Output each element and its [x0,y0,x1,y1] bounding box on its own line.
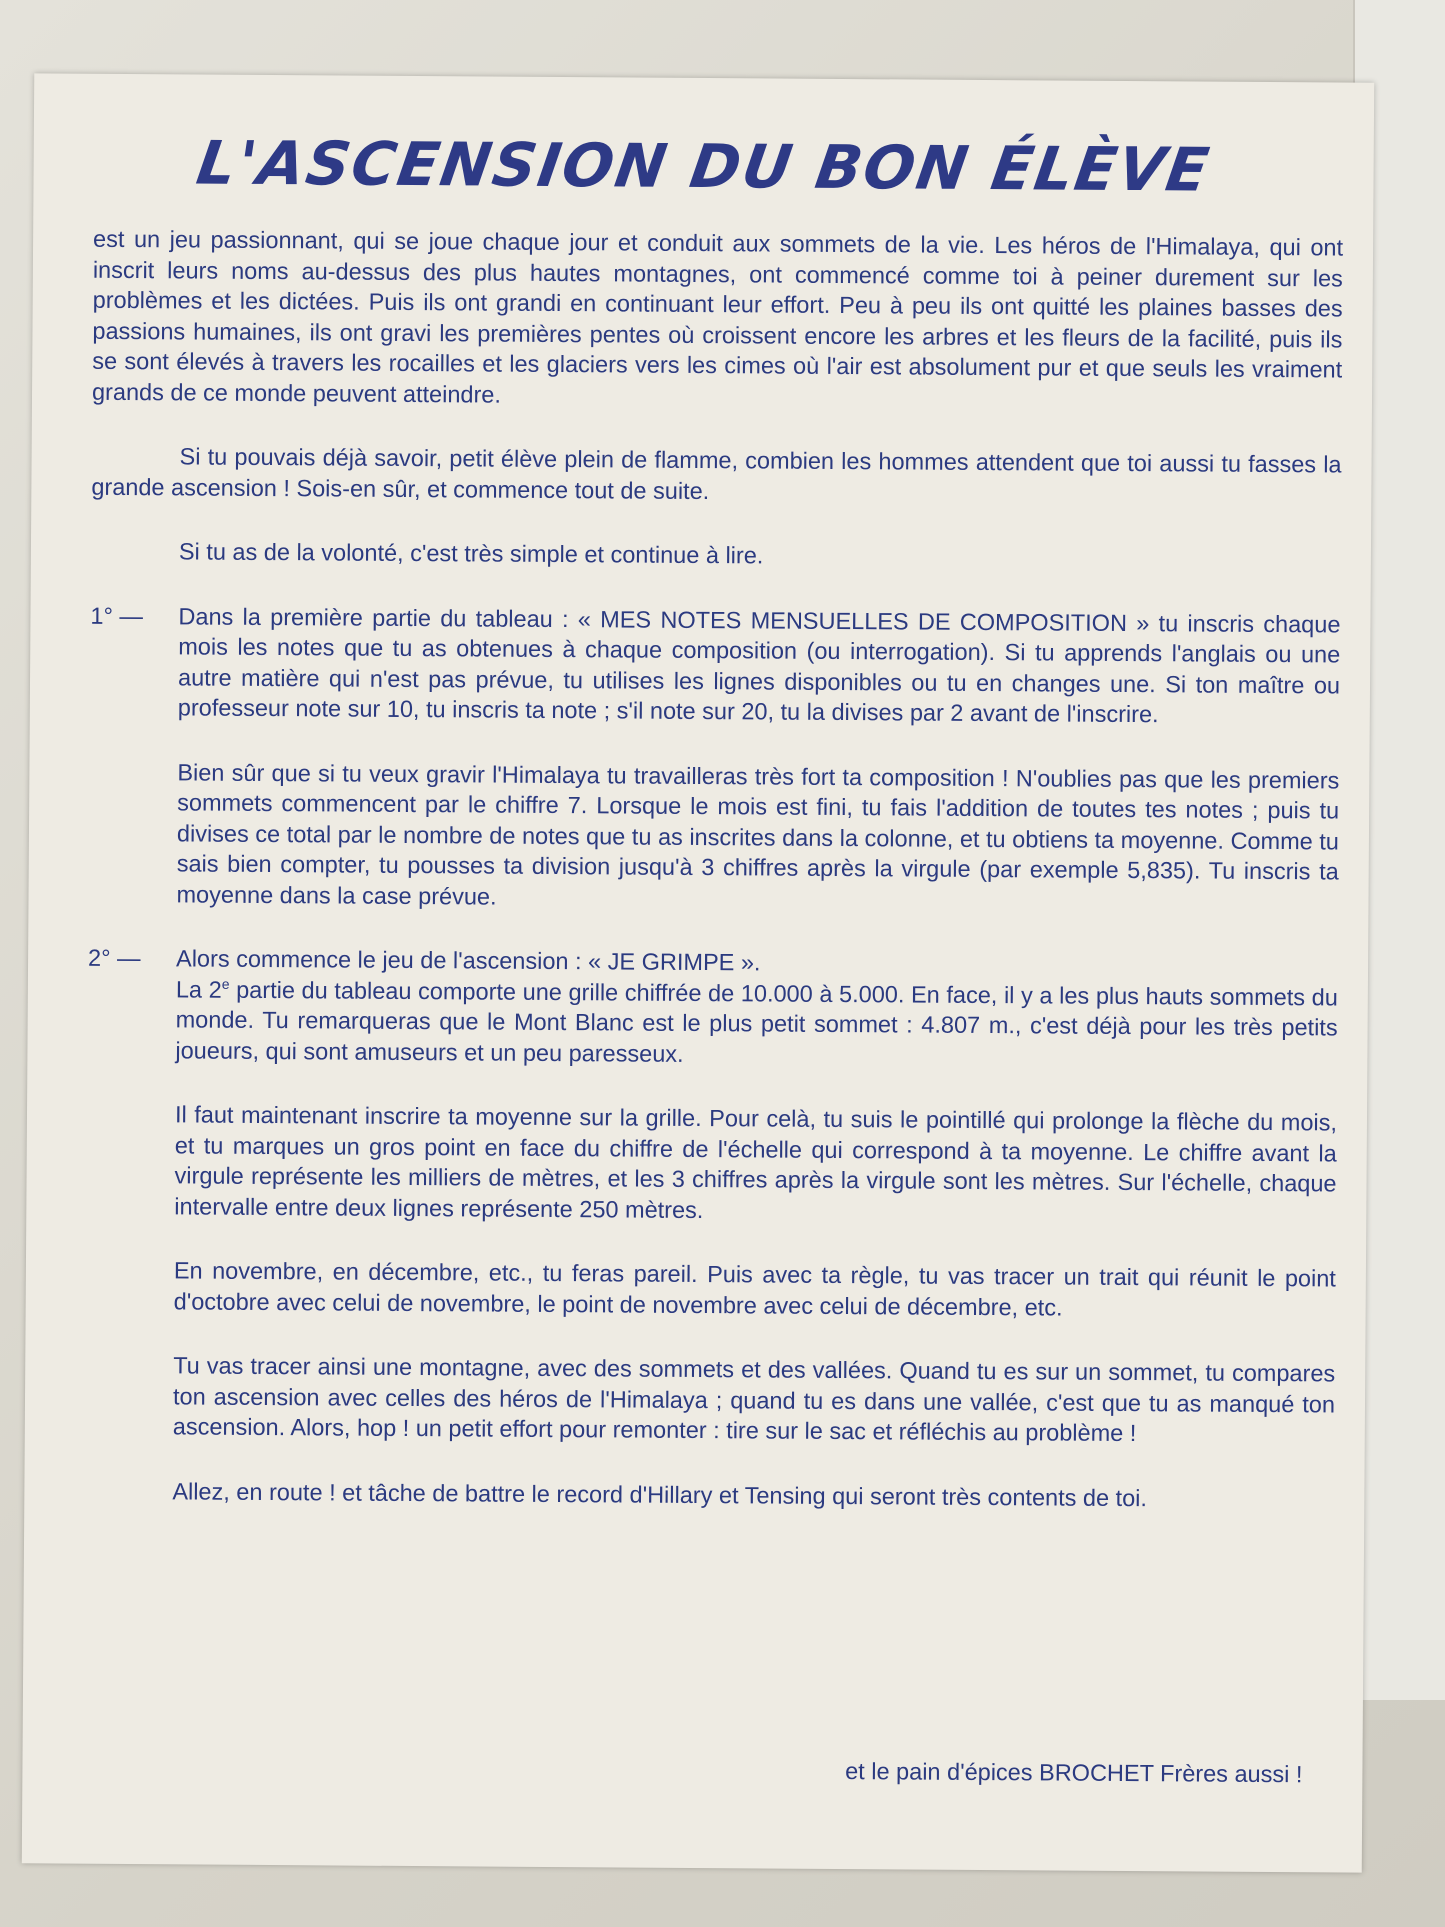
step-2-paragraph-4: En novembre, en décembre, etc., tu feras pareil. Puis avec ta règle, tu vas tracer un trait qui réunit le point d'octobre avec celui de novembre, le point de novembre avec celui de décembre, etc. [173,1257,1336,1321]
step-2-paragraph-3: Il faut maintenant inscrire ta moyenne sur la grille. Pour celà, tu suis le pointillé qui prolonge la flèche du mois, et tu marques un gros point en face du chiffre de l'échelle qui correspond à ta moyenne. Le chiffre avant la virgule représente les milliers de mètres, et les 3 chiffres après la virgule sont les mètres. Sur l'échelle, chaque intervalle entre deux lignes représente 250 mètres. [174,1101,1338,1223]
page-title: L'ASCENSION DU BON ÉLÈVE [192,128,1215,206]
step-2-paragraph-intro [175,943,1338,1073]
signature-line: et le pain d'épices BROCHET Frères aussi ! [845,1758,1303,1788]
step-1-paragraph-2: Bien sûr que si tu veux gravir l'Himalaya tu travailleras très fort ta composition ! N'oublies pas que les premiers sommets commencent par le chiffre 7. Lorsque le mois est fini, tu fais l'addition de toutes tes notes ; puis tu divises ce total par le nombre de notes que tu as inscrites dans la colonne, et tu obtiens ta moyenne. Comme tu sais bien compter, tu pousses ta division jusqu'à 3 chiffres après la virgule (par exemple 5,835). Tu inscris ta moyenne dans la case prévue. [176,758,1340,910]
step-2-line-2-sup: e [221,975,230,992]
paragraph-will: Si tu as de la volonté, c'est très simple et continue à lire. [178,538,764,569]
step-2 [84,943,1338,1549]
step-2-paragraph-6: Allez, en route ! et tâche de battre le record d'Hillary et Tensing qui seront très contents de toi. [172,1477,1148,1511]
step-2-label: 2° — [88,944,141,972]
intro-paragraph: est un jeu passionnant, qui se joue chaque jour et conduit aux sommets de la vie. Les héros de l'Himalaya, qui ont inscrit leurs noms au-dessus des plus hautes montagnes, ont commencé comme toi à peiner durement sur les problèmes et les dictées. Puis ils ont grandi en continuant leur effort. Peu à peu ils ont quitté les plaines basses des passions humaines, ils ont gravi les premières pentes où croissent encore les arbres et les fleurs de la facilité, puis ils se sont élevés à travers les rocailles et les glaciers vers les cimes où l'air est absolument pur et que seuls les vraiment grands de ce monde peuvent atteindre. [91,225,1344,408]
card-body [84,224,1343,1549]
paragraph-know: Si tu pouvais déjà savoir, petit élève plein de flamme, combien les hommes attendent que toi aussi tu fasses la grande ascension ! Sois-en sûr, et commence tout de suite. [91,443,1342,504]
step-2-line-2-prefix: La 2 [175,975,222,1003]
step-2-line-1: Alors commence le jeu de l'ascension : « JE GRIMPE ». [175,945,761,976]
step-1-paragraph: Dans la première partie du tableau : « MES NOTES MENSUELLES DE COMPOSITION » tu inscris chaque mois les notes que tu as obtenues à chaque composition (ou interrogation). Si tu apprends l'anglais ou une autre matière qui n'est pas prévue, tu utilises les lignes disponibles ou tu en changes une. Si ton maître ou professeur note sur 10, tu inscris ta note ; s'il note sur 20, tu la divises par 2 avant de l'inscrire. [177,602,1341,728]
step-2-content [172,943,1338,1548]
step-2-line-2-rest: partie du tableau comporte une grille chiffrée de 10.000 à 5.000. En face, il y a les plus hauts sommets du monde. Tu remarqueras que le Mont Blanc est le plus petit sommet : 4.807 m., c'est déjà pour les très petits joueurs, qui sont amuseurs et un peu paresseux. [175,976,1338,1067]
step-1-content [176,601,1340,952]
step-1 [88,600,1340,951]
step-2-paragraph-5: Tu vas tracer ainsi une montagne, avec des sommets et des vallées. Quand tu es sur un sommet, tu compares ton ascension avec celles des héros de l'Himalaya ; quand tu es dans une vallée, c'est que tu as manqué ton ascension. Alors, hop ! un petit effort pour remonter : tire sur le sac et réfléchis au problème ! [172,1352,1336,1447]
instruction-card [22,73,1374,1872]
step-1-label: 1° — [90,602,144,629]
